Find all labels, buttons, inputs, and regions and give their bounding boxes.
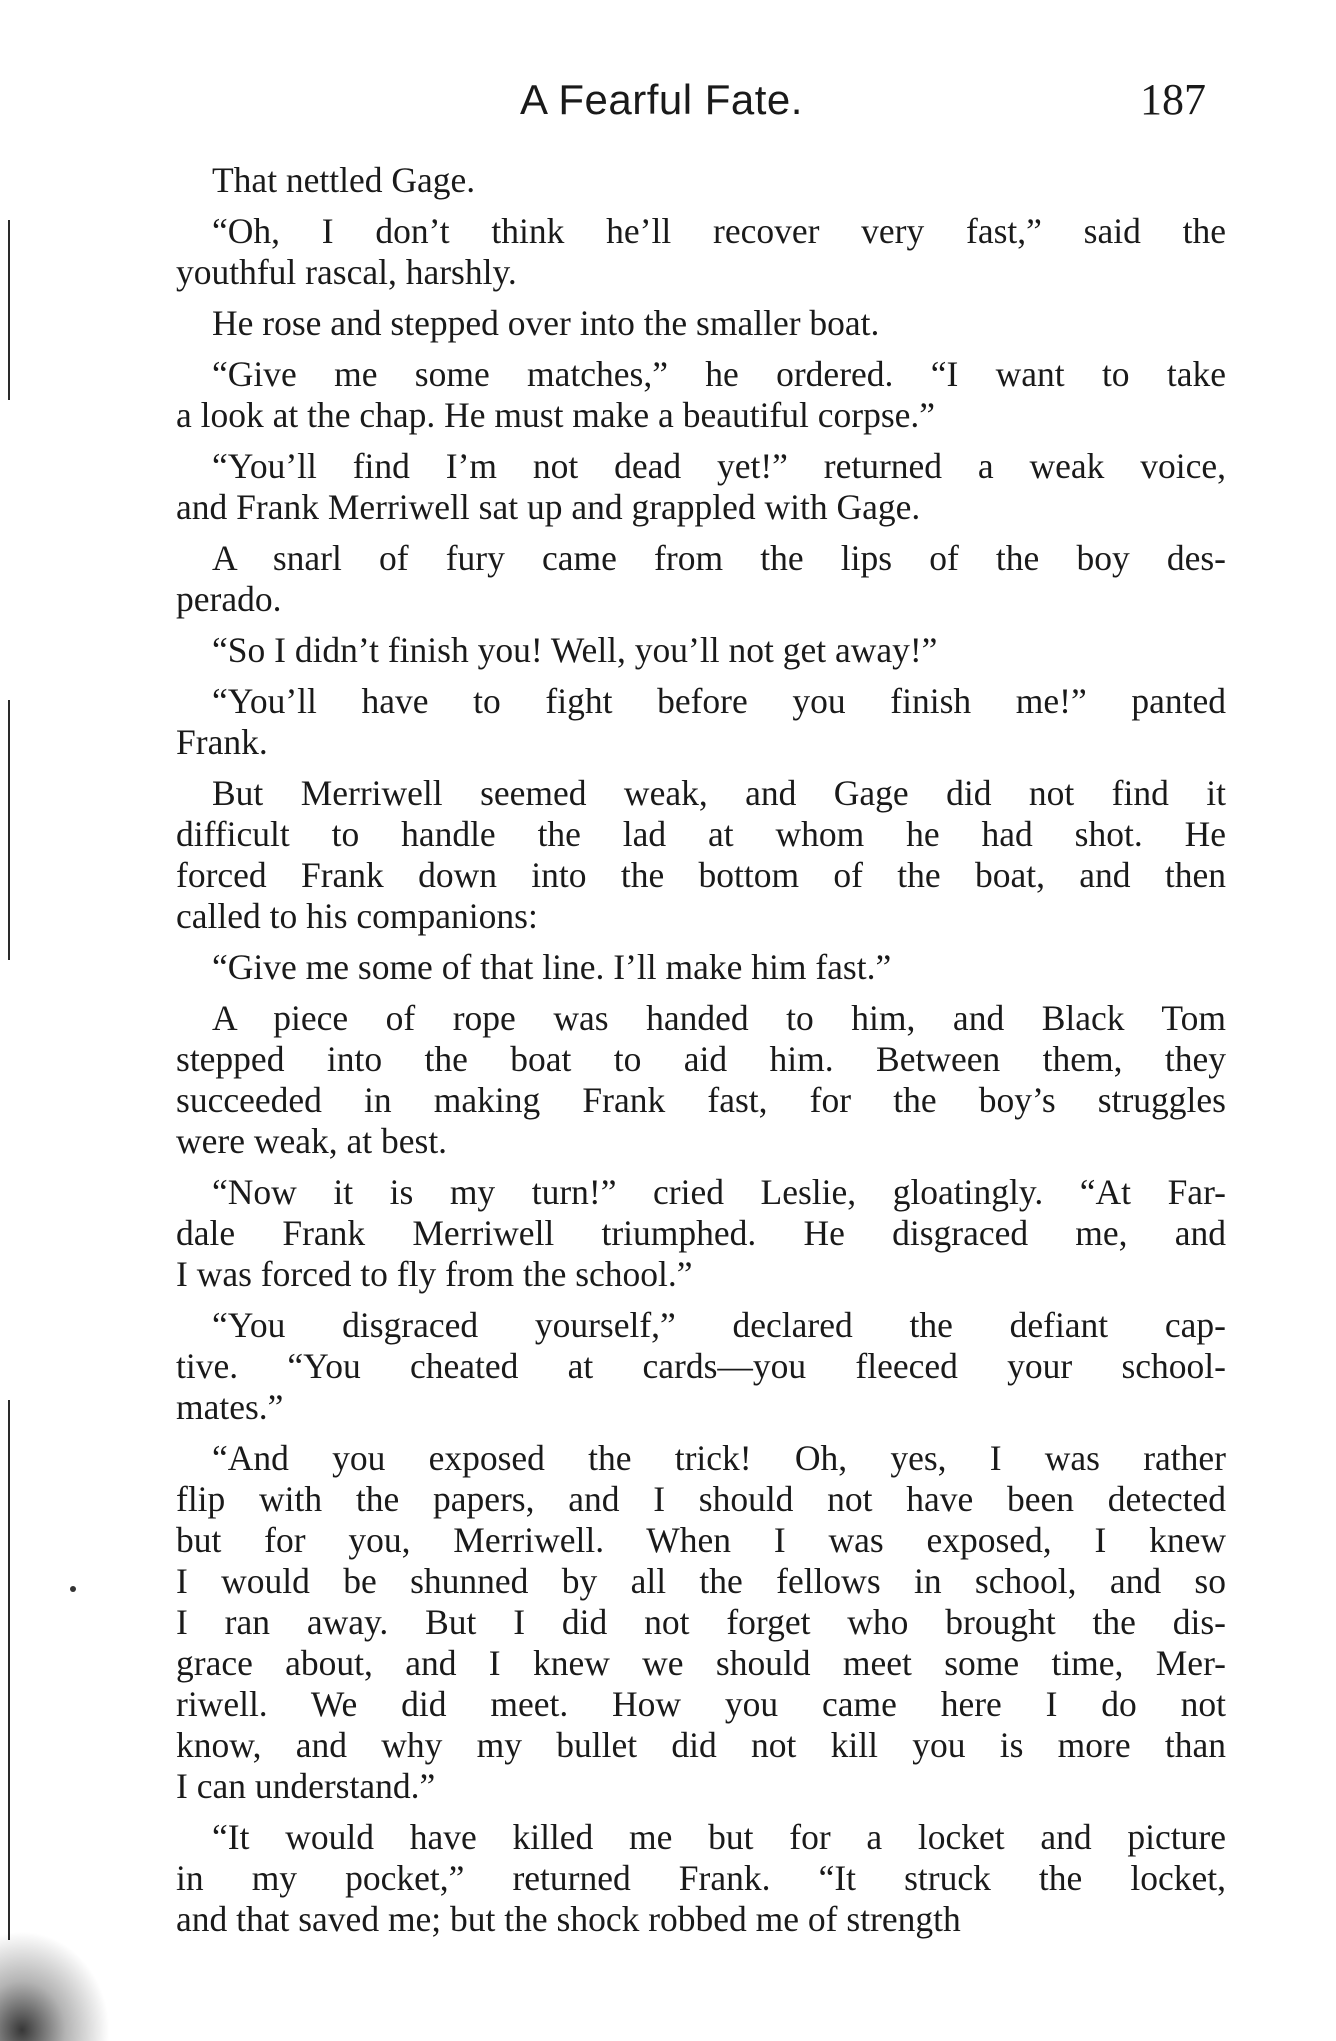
running-head [0,72,1336,136]
text-line: Frank. [176,722,268,762]
paragraph [176,303,1226,344]
text-line: I can understand.” [176,1766,436,1806]
paragraph [176,1305,1226,1428]
paragraph [176,211,1226,293]
text-line: I ran away. But I did not forget who brought the dis- [176,1602,1226,1642]
text-line: riwell. We did meet. How you came here I do not [176,1684,1226,1724]
text-line: “So I didn’t finish you! Well, you’ll not get away!” [212,630,938,670]
paragraph [176,1172,1226,1295]
text-line: A piece of rope was handed to him, and Black Tom [212,998,1226,1038]
margin-rule [8,700,10,960]
margin-rule [8,220,10,400]
text-line: youthful rascal, harshly. [176,252,517,292]
paragraph [176,354,1226,436]
paragraph [176,630,1226,671]
text-line: stepped into the boat to aid him. Between them, they [176,1039,1226,1079]
margin-speck [70,1586,76,1592]
text-line: “You’ll have to fight before you finish me!” panted [212,681,1226,721]
text-line: “And you exposed the trick! Oh, yes, I was rather [212,1438,1226,1478]
paragraph [176,1438,1226,1807]
text-line: A snarl of fury came from the lips of the boy des- [212,538,1226,578]
paragraph [176,998,1226,1162]
text-line: tive. “You cheated at cards—you fleeced your school- [176,1346,1226,1386]
paragraph [176,681,1226,763]
text-line: perado. [176,579,282,619]
running-title: A Fearful Fate. [520,76,803,123]
paragraph [176,1817,1226,1940]
text-line: a look at the chap. He must make a beautiful corpse.” [176,395,936,435]
body-text [176,160,1226,1950]
paragraph [176,773,1226,937]
text-line: succeeded in making Frank fast, for the boy’s struggles [176,1080,1226,1120]
text-line: forced Frank down into the bottom of the boat, and then [176,855,1226,895]
paragraph [176,160,1226,201]
text-line: I would be shunned by all the fellows in school, and so [176,1561,1226,1601]
paragraph [176,538,1226,620]
text-line: difficult to handle the lad at whom he had shot. He [176,814,1226,854]
text-line: That nettled Gage. [212,160,476,200]
text-line: flip with the papers, and I should not have been detected [176,1479,1226,1519]
text-line: were weak, at best. [176,1121,448,1161]
text-line: grace about, and I knew we should meet some time, Mer- [176,1643,1226,1683]
text-line: He rose and stepped over into the smaller boat. [212,303,880,343]
paragraph [176,947,1226,988]
text-line: and Frank Merriwell sat up and grappled with Gage. [176,487,921,527]
text-line: “It would have killed me but for a locket and picture [212,1817,1226,1857]
text-line: mates.” [176,1387,284,1427]
text-line: and that saved me; but the shock robbed me of strength [176,1899,961,1939]
text-line: “Oh, I don’t think he’ll recover very fast,” said the [212,211,1226,251]
text-line: But Merriwell seemed weak, and Gage did not find it [212,773,1226,813]
text-line: I was forced to fly from the school.” [176,1254,693,1294]
text-line: in my pocket,” returned Frank. “It struck the locket, [176,1858,1226,1898]
scan-smudge [0,1931,110,2041]
margin-rule [8,1400,10,1940]
text-line: “Give me some matches,” he ordered. “I want to take [212,354,1226,394]
text-line: “You disgraced yourself,” declared the defiant cap- [212,1305,1226,1345]
text-line: but for you, Merriwell. When I was exposed, I knew [176,1520,1226,1560]
text-line: dale Frank Merriwell triumphed. He disgraced me, and [176,1213,1226,1253]
text-line: “You’ll find I’m not dead yet!” returned a weak voice, [212,446,1226,486]
text-line: called to his companions: [176,896,538,936]
text-line: “Give me some of that line. I’ll make him fast.” [212,947,892,987]
page-number: 187 [1140,75,1206,124]
text-line: “Now it is my turn!” cried Leslie, gloatingly. “At Far- [212,1172,1226,1212]
text-line: know, and why my bullet did not kill you is more than [176,1725,1226,1765]
paragraph [176,446,1226,528]
